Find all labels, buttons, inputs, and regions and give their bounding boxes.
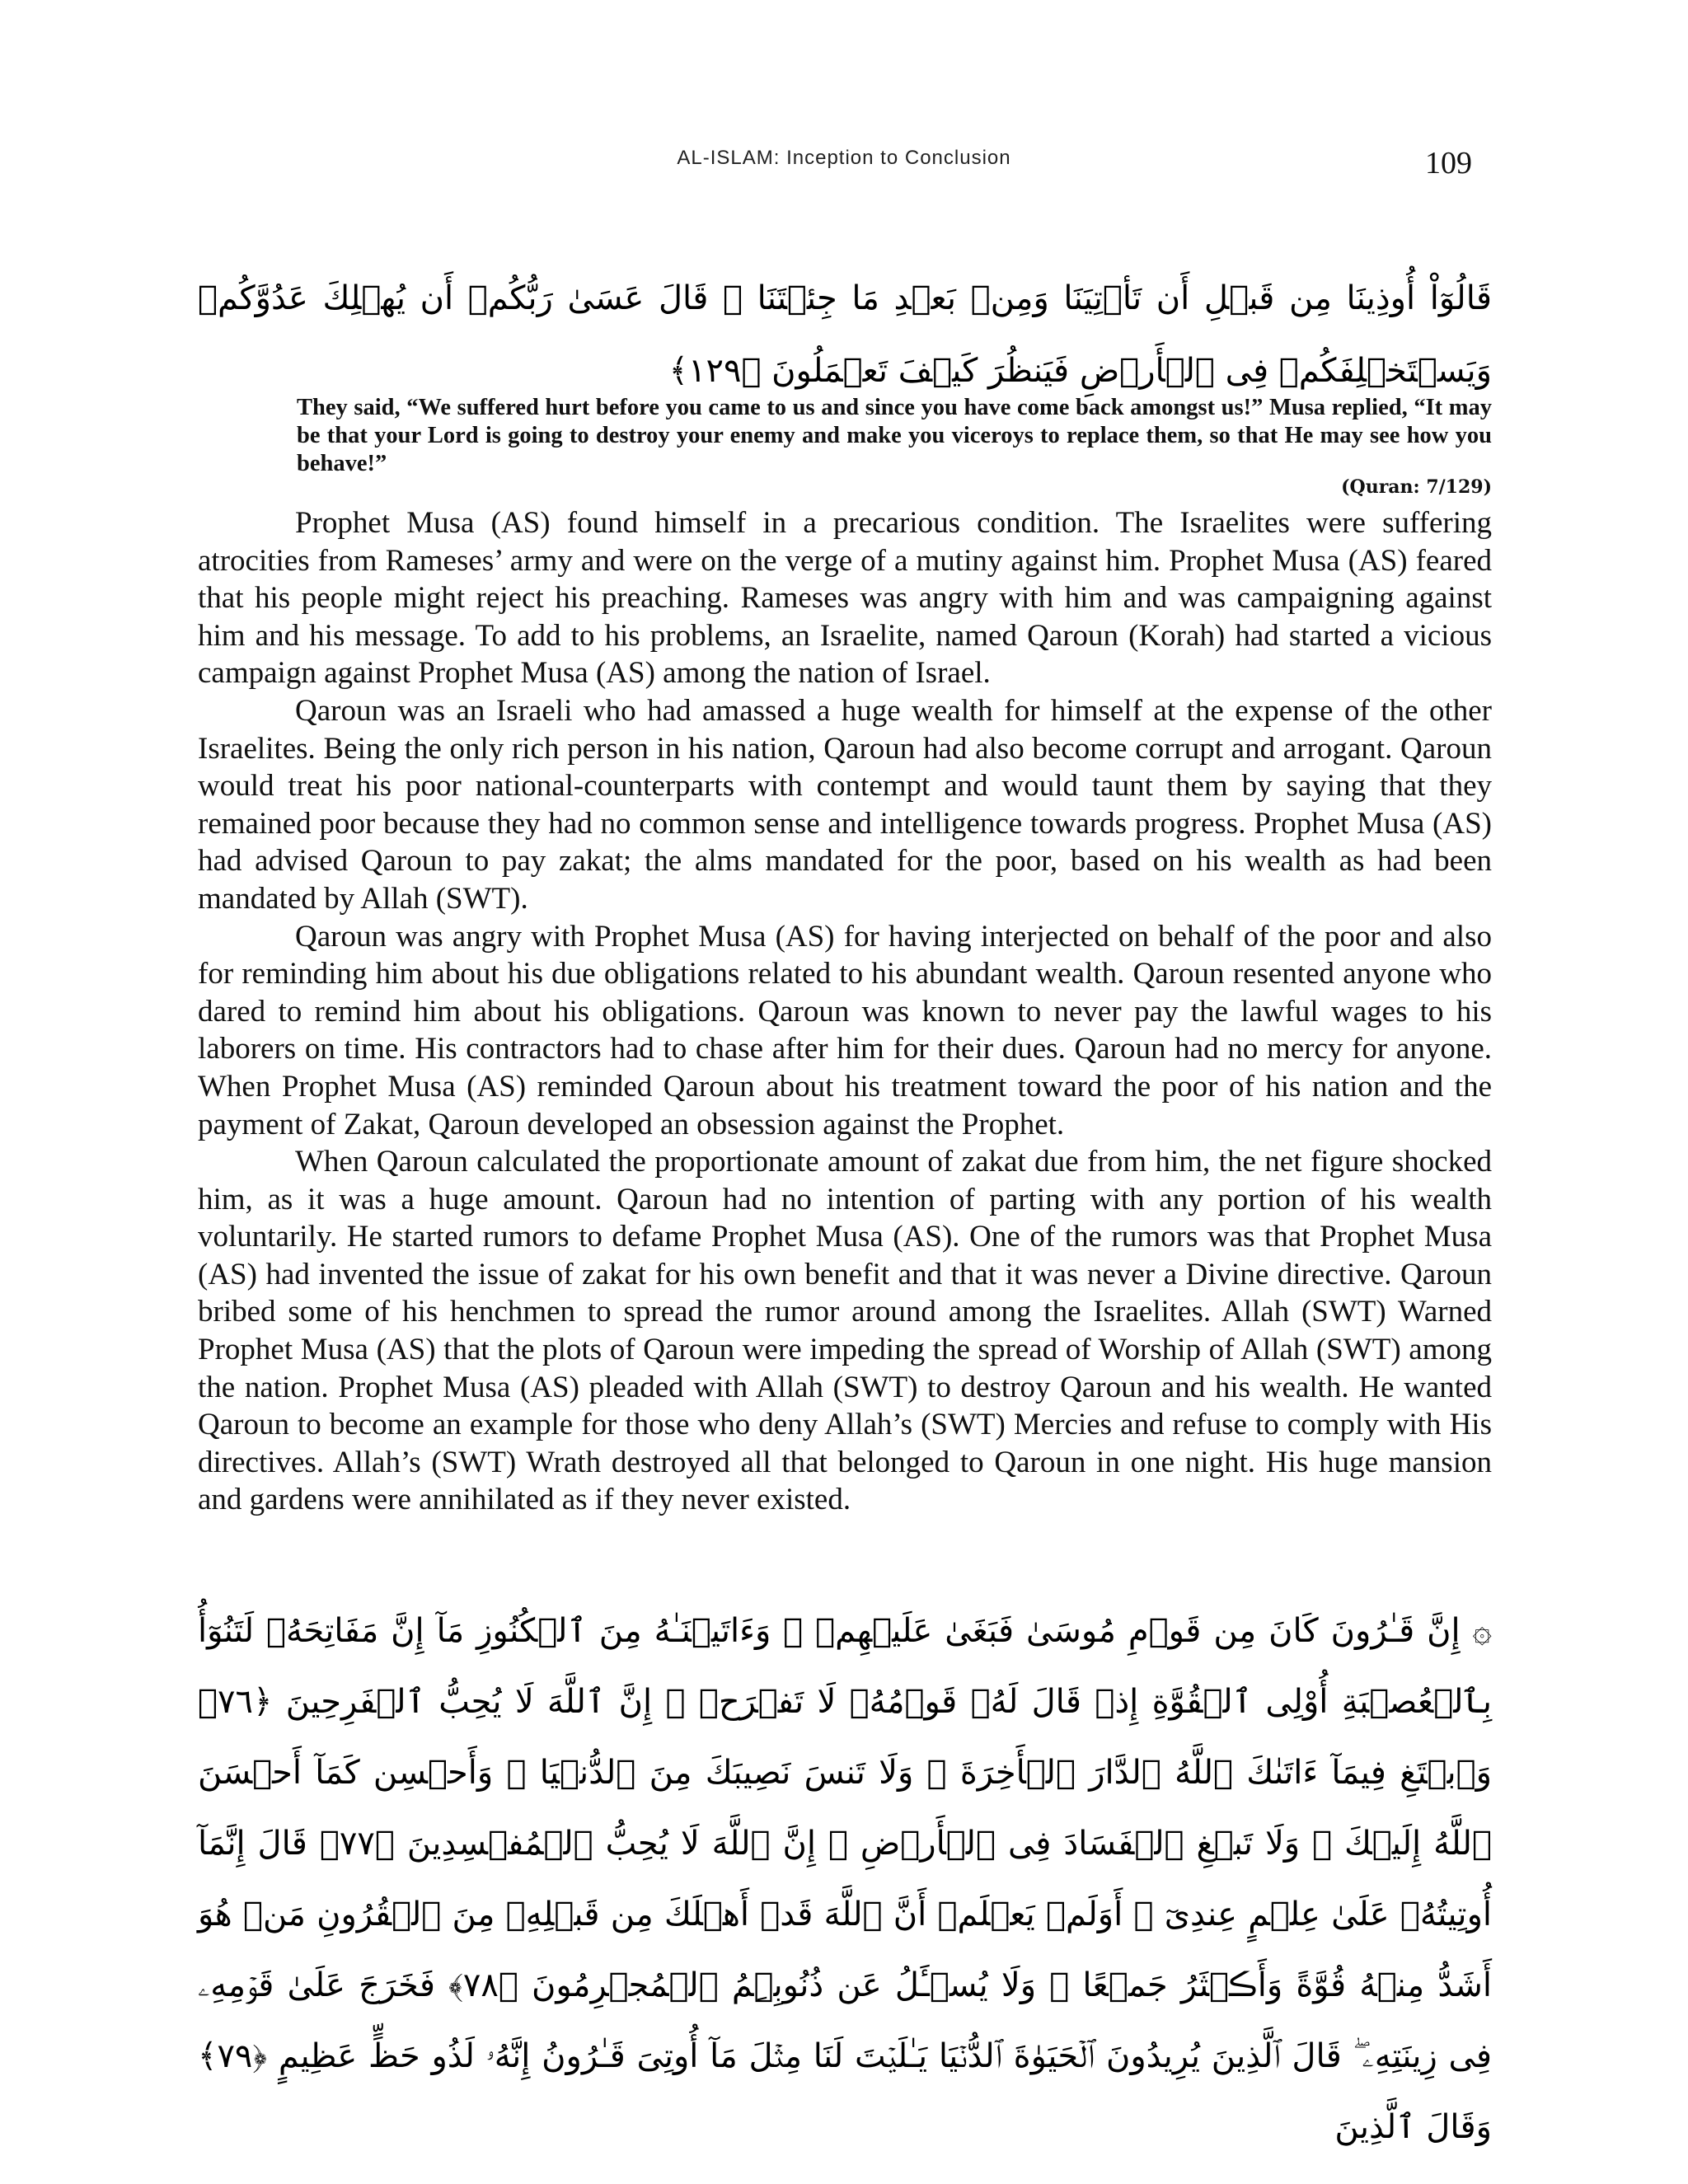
verse-translation: They said, “We suffered hurt before you came to us and since you have come back amongst us!” Musa replied, “It may be that your Lord is going to destroy your enemy and make you viceroys to replace them, so that He may see how you behave!” <box>297 395 1492 476</box>
verse-reference: (Quran: 7/129) <box>1341 476 1492 498</box>
running-header: AL-ISLAM: Inception to Conclusion <box>677 147 1011 169</box>
quran-verse-arabic-bottom: ۞ إِنَّ قَـٰرُونَ كَانَ مِن قَوۡمِ مُوسَىٰ فَبَغَىٰ عَلَيۡهِمۡ ۖ وَءَاتَيۡنَـٰهُ مِنَ ٱلۡكُنُوزِ مَآ إِنَّ مَفَاتِحَهُۥ لَتَنُوٓأُ بِٱلۡعُصۡبَةِ أُوْلِى ٱلۡقُوَّةِ إِذۡ قَالَ لَهُۥ قَوۡمُهُۥ لَا تَفۡرَحۡ ۖ إِنَّ ٱللَّهَ لَا يُحِبُّ ٱلۡفَرِحِينَ ﴿٧٦﴾ وَٱبۡتَغِ فِيمَآ ءَاتَٮٰكَ ٱللَّهُ ٱلدَّارَ ٱلۡأَخِرَةَ ۖ وَلَا تَنسَ نَصِيبَكَ مِنَ ٱلدُّنۡيَا ۖ وَأَحۡسِن كَمَآ أَحۡسَنَ ٱللَّهُ إِلَيۡكَ ۖ وَلَا تَبۡغِ ٱلۡفَسَادَ فِى ٱلۡأَرۡضِ ۖ إِنَّ ٱللَّهَ لَا يُحِبُّ ٱلۡمُفۡسِدِينَ ﴿٧٧﴾ قَالَ إِنَّمَآ أُوتِيتُهُۥ عَلَىٰ عِلۡمٍ عِندِىٓ ۚ أَوَلَمۡ يَعۡلَمۡ أَنَّ ٱللَّهَ قَدۡ أَهۡلَكَ مِن قَبۡلِهِۦ مِنَ ٱلۡقُرُونِ مَنۡ هُوَ أَشَدُّ مِنۡهُ قُوَّةً وَأَڪۡثَرُ جَمۡعًا ۚ وَلَا يُسۡـَٔلُ عَن ذُنُوبِہِمُ ٱلۡمُجۡرِمُونَ ﴿٧٨﴾ فَخَرَجَ عَلَىٰ قَوۡمِهِۦ فِى زِينَتِهِۦ ۖ قَالَ ٱلَّذِينَ يُرِيدُونَ ٱلۡحَيَوٰةَ ٱلدُّنۡيَا يَـٰلَيۡتَ لَنَا مِثۡلَ مَآ أُوتِىَ قَـٰرُونُ إِنَّهُۥ لَذُو حَظٍّ عَظِيمٍ ﴿٧٩﴾ وَقَالَ ٱلَّذِينَ <box>198 1612 1493 2146</box>
page-number: 109 <box>1425 146 1472 180</box>
body-text <box>198 504 1492 1519</box>
quran-verse-arabic-top: قَالُوٓاْ أُوذِينَا مِن قَبۡلِ أَن تَأۡتِيَنَا وَمِنۢ بَعۡدِ مَا جِئۡتَنَا ۚ قَالَ عَسَىٰ رَبُّكُمۡ أَن يُهۡلِكَ عَدُوَّكُمۡ وَيَسۡتَخۡلِفَكُمۡ فِى ٱلۡأَرۡضِ فَيَنظُرَ كَيۡفَ تَعۡمَلُونَ ﴿١٢٩﴾ <box>198 279 1492 390</box>
paragraph: Prophet Musa (AS) found himself in a precarious condition. The Israelites were suffering atrocities from Rameses’ army and were on the verge of a mutiny against him. Prophet Musa (AS) feared that his people might reject his preaching. Rameses was angry with him and was campaigning against him and his message. To add to his problems, an Israelite, named Qaroun (Korah) had started a vicious campaign against Prophet Musa (AS) among the nation of Israel. <box>198 506 1492 691</box>
paragraph: Qaroun was an Israeli who had amassed a huge wealth for himself at the expense of the other Israelites. Being the only rich person in his nation, Qaroun had also become corrupt and arrogant. Qaroun would treat his poor national-counterparts with contempt and would taunt them by saying that they remained poor because they had no common sense and intelligence towards progress. Prophet Musa (AS) had advised Qaroun to pay zakat; the alms mandated for the poor, based on his wealth as had been mandated by Allah (SWT). <box>198 693 1492 916</box>
paragraph: Qaroun was angry with Prophet Musa (AS) for having interjected on behalf of the poor and also for reminding him about his due obligations related to his abundant wealth. Qaroun resented anyone who dared to remind him about his obligations. Qaroun was known to never pay the lawful wages to his laborers on time. His contractors had to chase after him for their dues. Qaroun had no mercy for anyone. When Prophet Musa (AS) reminded Qaroun about his treatment toward the poor of his nation and the payment of Zakat, Qaroun developed an obsession against the Prophet. <box>198 919 1492 1141</box>
paragraph: When Qaroun calculated the proportionate amount of zakat due from him, the net figure shocked him, as it was a huge amount. Qaroun had no intention of parting with any portion of his wealth voluntarily. He started rumors to defame Prophet Musa (AS). One of the rumors was that Prophet Musa (AS) had invented the issue of zakat for his own benefit and that it was never a Divine directive. Qaroun bribed some of his henchmen to spread the rumor around among the Israelites. Allah (SWT) Warned Prophet Musa (AS) that the plots of Qaroun were impeding the spread of Worship of Allah (SWT) among the nation. Prophet Musa (AS) pleaded with Allah (SWT) to destroy Qaroun and his wealth. He wanted Qaroun to become an example for those who deny Allah’s (SWT) Mercies and refuse to comply with His directives. Allah’s (SWT) Wrath destroyed all that belonged to Qaroun in one night. His huge mansion and gardens were annihilated as if they never existed. <box>198 1145 1492 1517</box>
